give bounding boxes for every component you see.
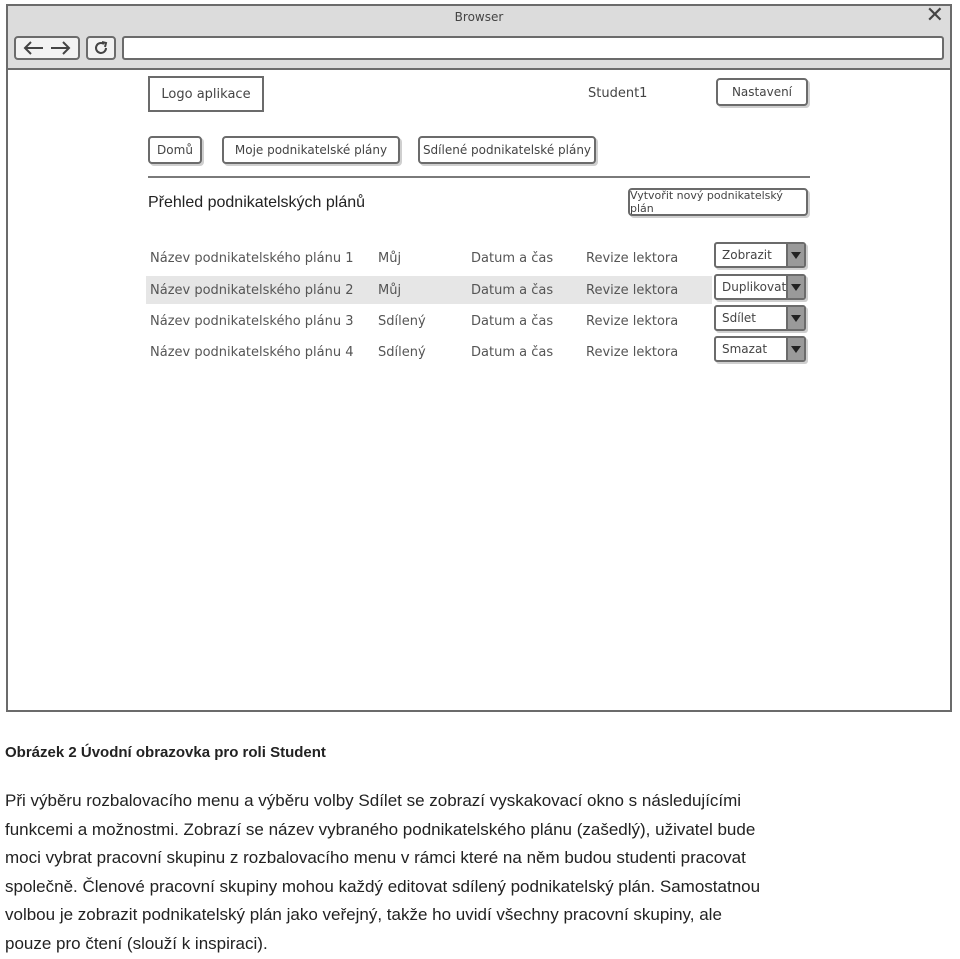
divider bbox=[148, 176, 810, 178]
settings-button[interactable]: Nastavení bbox=[716, 78, 808, 106]
arrow-left-icon[interactable] bbox=[21, 40, 45, 56]
dropdown-value: Zobrazit bbox=[722, 248, 772, 262]
reload-icon bbox=[93, 40, 109, 56]
address-bar[interactable] bbox=[122, 36, 944, 60]
description-paragraph bbox=[5, 787, 950, 959]
plan-date: Datum a čas bbox=[471, 314, 554, 329]
create-plan-button[interactable]: Vytvořit nový podnikatelský plán bbox=[628, 188, 808, 216]
plan-row[interactable] bbox=[146, 307, 712, 335]
back-forward-buttons bbox=[14, 36, 80, 60]
dropdown-value: Duplikovat bbox=[722, 280, 787, 294]
dropdown-value: Smazat bbox=[722, 342, 768, 356]
plan-owner: Sdílený bbox=[378, 345, 426, 360]
reload-button[interactable] bbox=[86, 36, 116, 60]
plan-owner: Můj bbox=[378, 283, 402, 298]
app-logo: Logo aplikace bbox=[148, 76, 264, 112]
close-icon[interactable]: ✕ bbox=[925, 3, 944, 28]
plan-date: Datum a čas bbox=[471, 251, 554, 266]
chevron-down-icon[interactable] bbox=[786, 276, 804, 298]
plan-review: Revize lektora bbox=[586, 345, 679, 360]
plan-owner: Můj bbox=[378, 251, 402, 266]
paragraph-line: funkcemi a možnostmi. Zobrazí se název vybraného podnikatelského plánu (zašedlý), uživatel bude bbox=[5, 819, 756, 839]
tab-shared-plans[interactable]: Sdílené podnikatelské plány bbox=[418, 136, 596, 164]
plan-date: Datum a čas bbox=[471, 283, 554, 298]
plan-name: Název podnikatelského plánu 1 bbox=[150, 251, 354, 266]
paragraph-line: Při výběru rozbalovacího menu a výběru volby Sdílet se zobrazí vyskakovací okno s následujícími bbox=[5, 791, 742, 810]
tab-home[interactable]: Domů bbox=[148, 136, 202, 164]
plan-row[interactable] bbox=[146, 276, 712, 304]
tab-my-plans[interactable]: Moje podnikatelské plány bbox=[222, 136, 400, 164]
plan-review: Revize lektora bbox=[586, 314, 679, 329]
plan-row[interactable] bbox=[146, 338, 712, 366]
paragraph-line: společně. Členové pracovní skupiny mohou každý editovat sdílený podnikatelský plán. Samostatnou bbox=[5, 876, 761, 896]
chevron-down-icon[interactable] bbox=[786, 338, 804, 360]
plan-owner: Sdílený bbox=[378, 314, 426, 329]
dropdown-value: Sdílet bbox=[722, 311, 756, 325]
paragraph-line: moci vybrat pracovní skupinu z rozbalovacího menu v rámci které na něm budou studenti pracovat bbox=[5, 848, 746, 868]
page-title: Přehled podnikatelských plánů bbox=[148, 194, 366, 211]
chevron-down-icon[interactable] bbox=[786, 244, 804, 266]
plan-date: Datum a čas bbox=[471, 345, 554, 360]
chevron-down-icon[interactable] bbox=[786, 307, 804, 329]
paragraph-line: volbou je zobrazit podnikatelský plán jako veřejný, takže ho uvidí všechny pracovní skupiny, ale bbox=[5, 905, 722, 925]
arrow-right-icon[interactable] bbox=[49, 40, 73, 56]
plan-review: Revize lektora bbox=[586, 251, 679, 266]
action-dropdown[interactable] bbox=[714, 274, 806, 300]
user-name: Student1 bbox=[588, 86, 648, 101]
plan-row[interactable] bbox=[146, 244, 712, 272]
browser-title: Browser bbox=[454, 10, 504, 24]
action-dropdown[interactable] bbox=[714, 305, 806, 331]
plan-name: Název podnikatelského plánu 2 bbox=[150, 283, 354, 298]
action-dropdown[interactable] bbox=[714, 336, 806, 362]
browser-titlebar bbox=[8, 3, 950, 31]
action-dropdown[interactable] bbox=[714, 242, 806, 268]
plan-review: Revize lektora bbox=[586, 283, 679, 298]
plan-name: Název podnikatelského plánu 4 bbox=[150, 345, 354, 360]
figure-caption: Obrázek 2 Úvodní obrazovka pro roli Student bbox=[5, 744, 326, 761]
plan-name: Název podnikatelského plánu 3 bbox=[150, 314, 354, 329]
paragraph-line: pouze pro čtení (slouží k inspiraci). bbox=[5, 933, 268, 953]
browser-window bbox=[6, 4, 952, 712]
browser-navbar bbox=[8, 30, 950, 70]
